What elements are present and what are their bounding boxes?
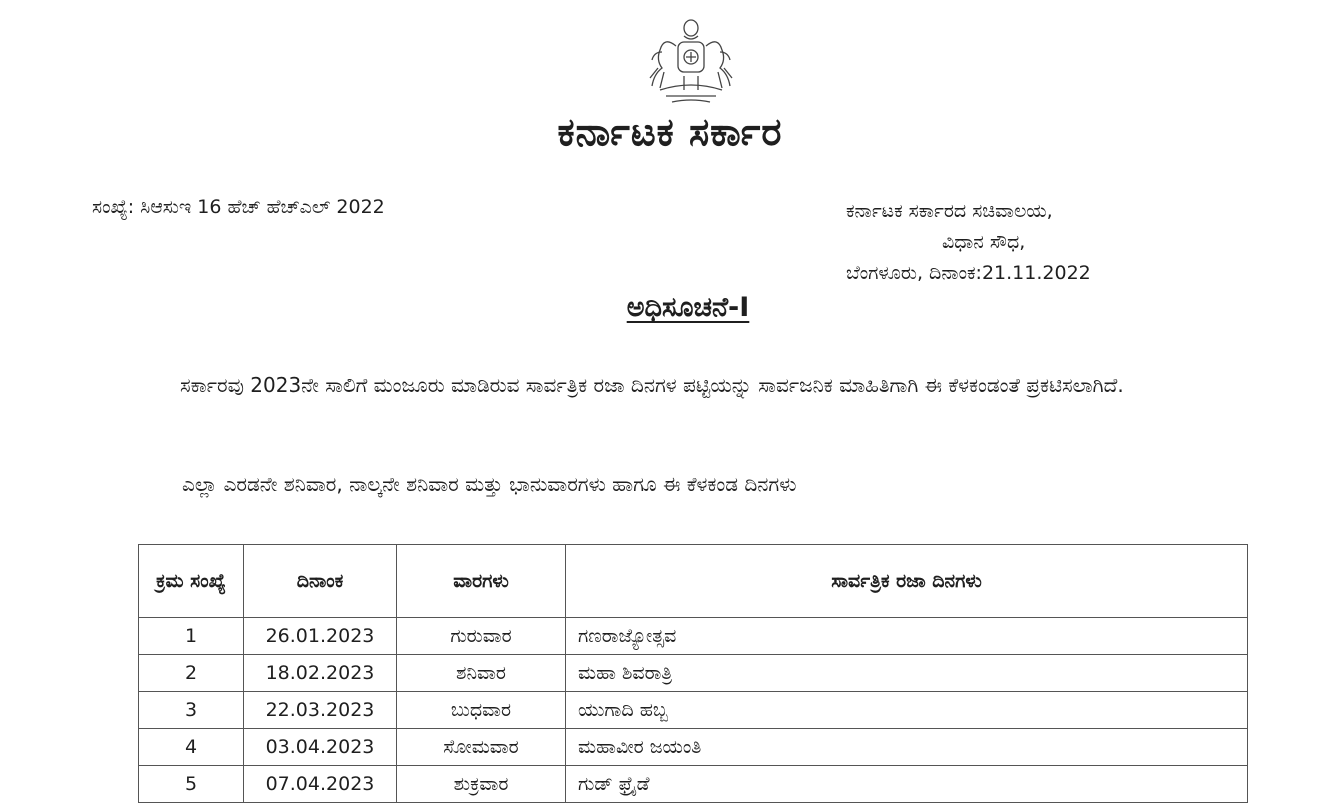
cell-day: ಸೋಮವಾರ [397,729,566,766]
address-line: ವಿಧಾನ ಸೌಧ, [942,231,1026,253]
table-row [139,692,1248,729]
cell-date: 18.02.2023 [244,655,397,692]
cell-serial: 1 [139,618,244,655]
cell-serial: 3 [139,692,244,729]
cell-holiday: ಗಣರಾಜ್ಯೋತ್ಸವ [566,618,1248,655]
cell-date: 03.04.2023 [244,729,397,766]
table-header-row [139,545,1248,618]
table-row [139,729,1248,766]
cell-serial: 4 [139,729,244,766]
column-header-serial: ಕ್ರಮ ಸಂಖ್ಯೆ [139,545,244,618]
table-row [139,766,1248,803]
address-line: ಕರ್ನಾಟಕ ಸರ್ಕಾರದ ಸಚಿವಾಲಯ, [846,200,1053,222]
column-header-day: ವಾರಗಳು [397,545,566,618]
cell-date: 22.03.2023 [244,692,397,729]
column-header-holiday: ಸಾರ್ವತ್ರಿಕ ರಜಾ ದಿನಗಳು [566,545,1248,618]
cell-day: ಶನಿವಾರ [397,655,566,692]
cell-day: ಬುಧವಾರ [397,692,566,729]
notification-heading: ಅಧಿಸೂಚನೆ-I [626,292,750,323]
column-header-date: ದಿನಾಂಕ [244,545,397,618]
cell-holiday: ಯುಗಾದಿ ಹಬ್ಬ [566,692,1248,729]
cell-serial: 5 [139,766,244,803]
notification-paragraph: ಸರ್ಕಾರವು 2023ನೇ ಸಾಲಿಗೆ ಮಂಜೂರು ಮಾಡಿರುವ ಸಾರ್ವತ್ರಿಕ ರಜಾ ದಿನಗಳ ಪಟ್ಟಿಯನ್ನು ಸಾರ್ವಜನಿಕ ಮಾಹಿತಿಗಾಗಿ ಈ ಕೆಳಕಂಡಂತೆ ಪ್ರಕಟಿಸಲಾಗಿದೆ. [180,373,1124,397]
reference-number: ಸಂಖ್ಯೆ: ಸಿಆಸುಇ 16 ಹೆಚ್ ಹೆಚ್ಎಲ್ 2022 [92,196,385,218]
cell-date: 26.01.2023 [244,618,397,655]
state-emblem-icon [640,16,742,106]
cell-day: ಗುರುವಾರ [397,618,566,655]
cell-serial: 2 [139,655,244,692]
table-row [139,618,1248,655]
holiday-note: ಎಲ್ಲಾ ಎರಡನೇ ಶನಿವಾರ, ನಾಲ್ಕನೇ ಶನಿವಾರ ಮತ್ತು ಭಾನುವಾರಗಳು ಹಾಗೂ ಈ ಕೆಳಕಂಡ ದಿನಗಳು [182,472,797,496]
sender-address [846,196,1091,289]
cell-holiday: ಗುಡ್ ಫ್ರೈಡೆ [566,766,1248,803]
cell-holiday: ಮಹಾ ಶಿವರಾತ್ರಿ [566,655,1248,692]
holiday-table [138,544,1248,803]
address-line-date: ಬೆಂಗಳೂರು, ದಿನಾಂಕ:21.11.2022 [846,262,1091,284]
government-title: ಕರ್ನಾಟಕ ಸರ್ಕಾರ [557,110,783,154]
cell-day: ಶುಕ್ರವಾರ [397,766,566,803]
cell-holiday: ಮಹಾವೀರ ಜಯಂತಿ [566,729,1248,766]
cell-date: 07.04.2023 [244,766,397,803]
table-row [139,655,1248,692]
